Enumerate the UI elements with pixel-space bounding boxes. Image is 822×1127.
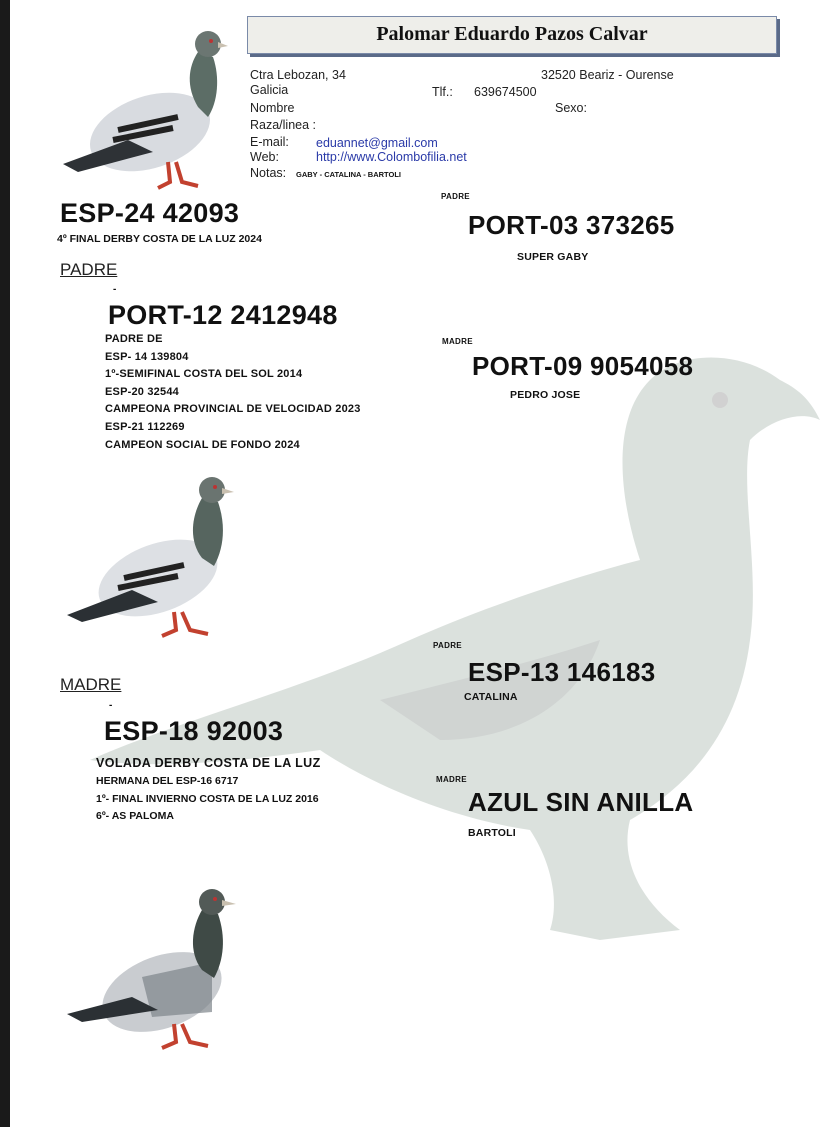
grand-madre-label: MADRE — [442, 337, 473, 346]
madre-mark: - — [109, 700, 113, 711]
main-ring-number: ESP-24 42093 — [60, 198, 240, 228]
padre-mark: - — [113, 284, 117, 295]
notas-text: GABY - CATALINA - BARTOLI — [296, 170, 401, 179]
header-title-box — [247, 16, 777, 54]
padre-section-label: PADRE — [60, 260, 118, 279]
madre-grand-madre-name: BARTOLI — [468, 827, 516, 839]
main-achievement: 4º FINAL DERBY COSTA DE LA LUZ 2024 — [57, 233, 262, 245]
madre-grand-padre-label: PADRE — [433, 641, 462, 650]
grand-padre-name: SUPER GABY — [517, 251, 589, 263]
padre-note: ESP- 14 139804 — [105, 350, 189, 363]
madre-grand-madre-label: MADRE — [436, 775, 467, 784]
padre-note: PADRE DE — [105, 333, 163, 345]
madre-note: VOLADA DERBY COSTA DE LA LUZ — [96, 756, 321, 770]
madre-grand-madre-ring: AZUL SIN ANILLA — [468, 787, 694, 817]
phone-text: 639674500 — [474, 85, 537, 99]
nombre-label: Nombre — [250, 101, 295, 115]
grand-padre-label: PADRE — [441, 192, 470, 201]
madre-section-label: MADRE — [60, 675, 122, 694]
web-label: Web: — [250, 150, 279, 164]
padre-note: CAMPEONA PROVINCIAL DE VELOCIDAD 2023 — [105, 403, 361, 416]
padre-notes — [105, 331, 361, 454]
page-title: Palomar Eduardo Pazos Calvar — [376, 23, 648, 45]
padre-ring-number: PORT-12 2412948 — [108, 300, 338, 330]
grand-madre-ring: PORT-09 9054058 — [472, 351, 694, 381]
grand-padre-ring: PORT-03 373265 — [468, 210, 675, 240]
pigeon-photo-main — [58, 22, 230, 197]
madre-note: 6º- AS PALOMA — [96, 810, 174, 822]
email-link[interactable]: eduannet@gmail.com — [316, 136, 438, 150]
grand-madre-name: PEDRO JOSE — [510, 389, 581, 401]
sexo-label: Sexo: — [555, 101, 587, 115]
email-label: E-mail: — [250, 135, 289, 149]
pigeon-photo-madre — [62, 882, 242, 1062]
pigeon-photo-padre — [62, 470, 237, 645]
madre-ring-number: ESP-18 92003 — [104, 716, 284, 746]
address-text: Ctra Lebozan, 34 — [250, 68, 346, 82]
raza-label: Raza/linea : — [250, 118, 317, 132]
postal-text: 32520 Beariz - Ourense — [541, 68, 674, 82]
padre-note: ESP-21 112269 — [105, 420, 185, 433]
madre-grand-padre-name: CATALINA — [464, 691, 518, 703]
madre-note: 1º- FINAL INVIERNO COSTA DE LA LUZ 2016 — [96, 793, 319, 805]
left-dark-border — [0, 0, 10, 1127]
madre-note: HERMANA DEL ESP-16 6717 — [96, 775, 239, 787]
padre-note: CAMPEON SOCIAL DE FONDO 2024 — [105, 438, 300, 451]
web-link[interactable]: http://www.Colombofilia.net — [316, 150, 467, 164]
notas-label: Notas: — [250, 166, 287, 180]
madre-grand-padre-ring: ESP-13 146183 — [468, 657, 656, 687]
region-text: Galicia — [250, 83, 289, 97]
padre-note: ESP-20 32544 — [105, 385, 179, 398]
padre-note: 1º-SEMIFINAL COSTA DEL SOL 2014 — [105, 368, 303, 381]
phone-label: Tlf.: — [432, 85, 453, 99]
